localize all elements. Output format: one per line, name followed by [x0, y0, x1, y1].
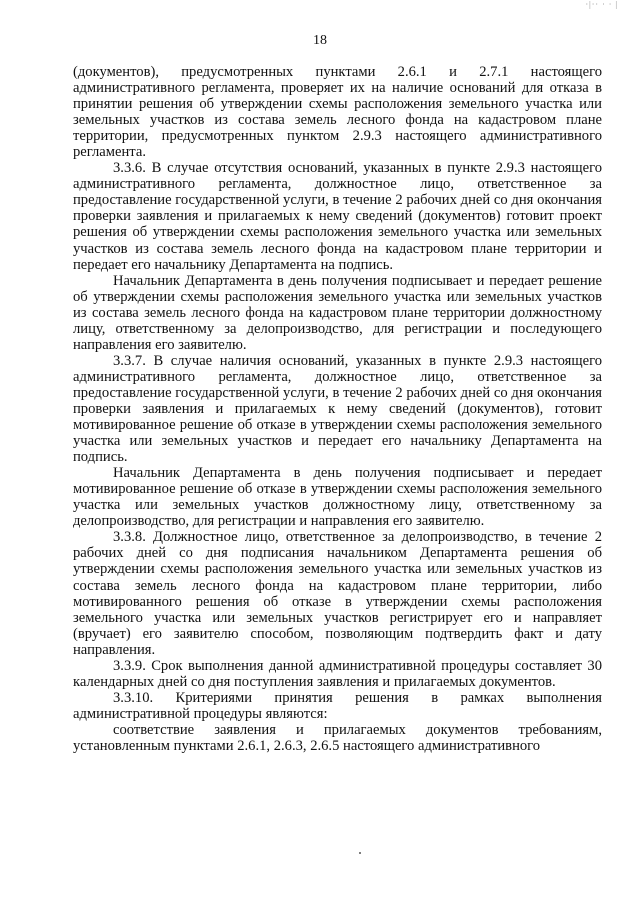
document-body — [73, 64, 602, 754]
paragraph-3-3-10: 3.3.10. Критериями принятия решения в рамках выполнения административной процедуры являются: — [73, 689, 602, 722]
page-number: 18 — [313, 33, 327, 48]
paragraph-3-3-9: 3.3.9. Срок выполнения данной административной процедуры составляет 30 календарных дней со дня поступления заявления и прилагаемых документов. — [73, 657, 602, 690]
paragraph-3-3-6: 3.3.6. В случае отсутствия оснований, указанных в пункте 2.9.3 настоящего административного регламента, должностное лицо, ответственное за предоставление государственной услуги, в течение 2 рабочих дней со дня окончания проверки заявления и прилагаемых к нему сведений (документов) готовит проект решения об утверждении схемы расположения земельного участка или земельных участков из состава земель лесного фонда на кадастровом плане территории и передает его начальнику Департамента на подпись. — [73, 160, 602, 273]
scan-corner-mark: ·|·· · · | — [585, 0, 618, 9]
paragraph-3-3-8: 3.3.8. Должностное лицо, ответственное за делопроизводство, в течение 2 рабочих дней со дня подписания начальником Департамента решения об утверждении схемы расположения земельного участка или земельных участков из состава земель лесного фонда на кадастровом плане территории, либо мотивированного решения об отказе в утверждении схемы расположения земельного участка или земельных участков регистрирует его и направляет (вручает) его заявителю способом, позволяющим подтвердить факт и дату направления. — [73, 529, 602, 658]
paragraph-head-signs-approval: Начальник Департамента в день получения подписывает и передает решение об утверждении схемы расположения земельного участка или земельных участков из состава земель лесного фонда на кадастровом плане территории должностному лицу, ответственному за делопроизводство, для регистрации и последующего направления его заявителю. — [73, 272, 602, 353]
paragraph-criteria-item: соответствие заявления и прилагаемых документов требованиям, установленным пунктами 2.6.1, 2.6.3, 2.6.5 настоящего административного — [73, 721, 602, 754]
scan-speck — [359, 852, 361, 854]
paragraph-1: (документов), предусмотренных пунктами 2.6.1 и 2.7.1 настоящего административного регламента, проверяет их на наличие оснований для отказа в принятии решения об утверждении схемы расположения земельного участка или земельных участков из состава земель лесного фонда на кадастровом плане территории, предусмотренных пунктом 2.9.3 настоящего административного регламента. — [73, 64, 602, 161]
paragraph-3-3-7: 3.3.7. В случае наличия оснований, указанных в пункте 2.9.3 настоящего административного регламента, должностное лицо, ответственное за предоставление государственной услуги, в течение 2 рабочих дней со дня окончания проверки заявления и прилагаемых к нему сведений (документов), готовит мотивированное решение об отказе в утверждении схемы расположения земельного участка или земельных участков и передает его начальнику Департамента на подпись. — [73, 352, 602, 466]
paragraph-head-signs-refusal: Начальник Департамента в день получения подписывает и передает мотивированное решение об отказе в утверждении схемы расположения земельного участка или земельных участков должностному лицу, ответственному за делопроизводство, для регистрации и направления его заявителю. — [73, 465, 602, 530]
